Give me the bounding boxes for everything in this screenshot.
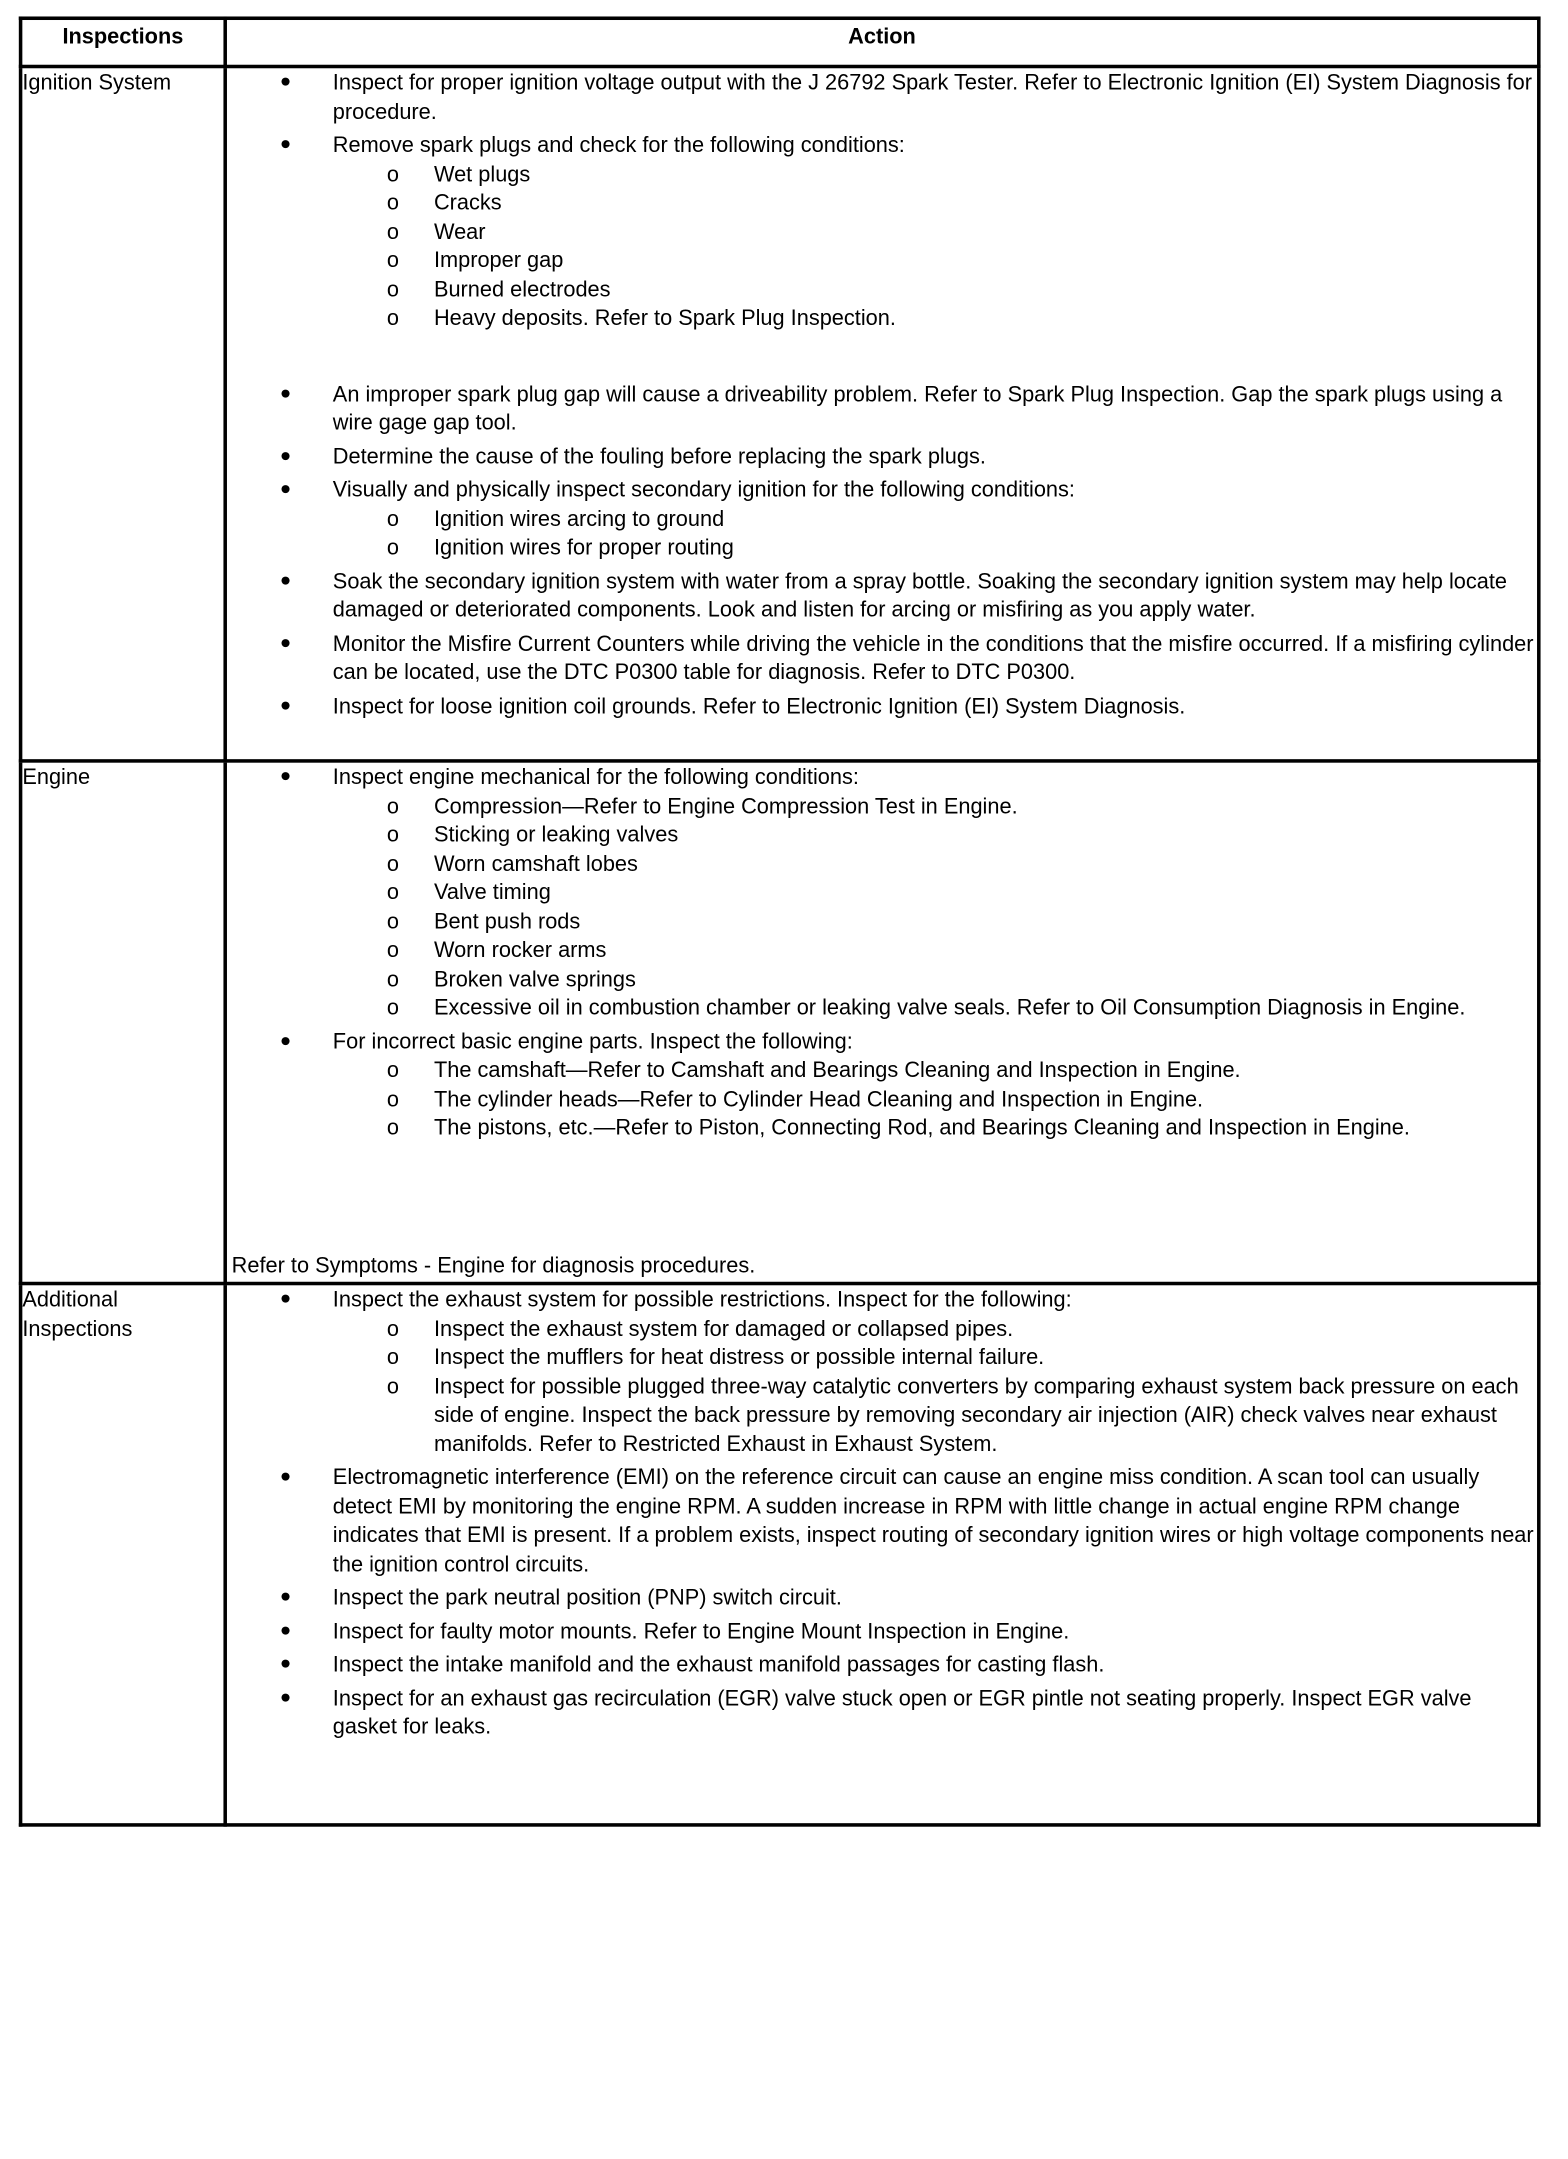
circle-bullet-icon: o (386, 994, 400, 1020)
sub-list-item (333, 504, 1537, 533)
list-item (227, 1583, 1537, 1612)
list-item (227, 1650, 1537, 1679)
bullet-icon: ● (279, 766, 292, 787)
sub-list-item (333, 246, 1537, 275)
sub-item-text: Worn camshaft lobes (433, 850, 638, 876)
item-text: For incorrect basic engine parts. Inspect the following: (332, 1028, 853, 1053)
item-text: Determine the cause of the fouling before replacing the spark plugs. (332, 443, 986, 468)
item-text: Visually and physically inspect secondary ignition for the following conditions: (332, 476, 1075, 502)
sub-item-text: Excessive oil in combustion chamber or leaking valve seals. Refer to Oil Consumption Diagnosis in Engine. (433, 994, 1466, 1020)
bullet-icon: ● (279, 1030, 292, 1051)
sub-list (333, 159, 1537, 332)
circle-bullet-icon: o (386, 189, 400, 215)
sub-item-text: Broken valve springs (433, 965, 636, 991)
sub-item-text: Compression—Refer to Engine Compression Test in Engine. (433, 792, 1018, 818)
sub-item-text: Wet plugs (433, 160, 531, 186)
header-inspections: Inspections (21, 18, 226, 66)
sub-item-text: Inspect for possible plugged three-way catalytic converters by comparing exhaust system back pressure on each side of engine. Inspect the back pressure by removing secondary air injection (AIR) check valves near exhaust manifolds. Refer to Restricted Exhaust in Exhaust System. (433, 1372, 1519, 1456)
circle-bullet-icon: o (386, 936, 400, 962)
sub-list-item (333, 1113, 1537, 1142)
sub-item-text: The camshaft—Refer to Camshaft and Bearings Cleaning and Inspection in Engine. (433, 1056, 1241, 1082)
sub-list (333, 1314, 1537, 1458)
bullet-list (227, 1285, 1537, 1741)
bullet-icon: ● (279, 1288, 292, 1309)
list-item (227, 1027, 1537, 1142)
bullet-icon: ● (279, 1586, 292, 1607)
item-text: Inspect for proper ignition voltage output with the J 26792 Spark Tester. Refer to Electronic Ignition (EI) System Diagnosis for procedure. (332, 69, 1533, 123)
table-row (21, 67, 1539, 761)
sub-item-text: Ignition wires arcing to ground (433, 505, 725, 531)
item-text: Monitor the Misfire Current Counters while driving the vehicle in the conditions that the misfire occurred. If a misfiring cylinder can be located, use the DTC P0300 table for diagnosis. Refer to DTC P0300. (332, 630, 1534, 684)
list-item (227, 131, 1537, 375)
circle-bullet-icon: o (386, 850, 400, 876)
sub-item-text: Inspect the mufflers for heat distress or possible internal failure. (433, 1344, 1045, 1369)
bullet-icon: ● (279, 134, 292, 155)
sub-list-item (333, 965, 1537, 994)
list-item (227, 691, 1537, 720)
circle-bullet-icon: o (386, 160, 400, 186)
circle-bullet-icon: o (386, 505, 400, 531)
sub-item-text: Heavy deposits. Refer to Spark Plug Inspection. (433, 304, 896, 330)
sub-item-text: Inspect the exhaust system for damaged or collapsed pipes. (433, 1315, 1014, 1341)
sub-item-text: Improper gap (433, 247, 564, 272)
list-item (227, 68, 1537, 126)
table-row (21, 1284, 1539, 1825)
circle-bullet-icon: o (386, 792, 400, 818)
sub-list-item (333, 1372, 1537, 1459)
sub-list-item (333, 275, 1537, 304)
inspection-table (19, 16, 1541, 1826)
circle-bullet-icon: o (386, 276, 400, 301)
list-item (227, 476, 1537, 563)
list-item (227, 1617, 1537, 1646)
action-cell (225, 1284, 1539, 1825)
row-label: Engine (21, 761, 226, 1284)
circle-bullet-icon: o (386, 821, 400, 847)
sub-item-text: Valve timing (433, 879, 551, 904)
bullet-list (227, 763, 1537, 1143)
sub-item-text: Sticking or leaking valves (433, 821, 679, 847)
bullet-icon: ● (279, 1466, 292, 1487)
item-text: Inspect engine mechanical for the following conditions: (332, 763, 859, 789)
sub-list-item (333, 1085, 1537, 1114)
item-text: Inspect for faulty motor mounts. Refer to Engine Mount Inspection in Engine. (332, 1617, 1070, 1643)
bullet-icon: ● (279, 383, 292, 404)
sub-list-item (333, 159, 1537, 188)
list-item (227, 442, 1537, 471)
item-text: Inspect for loose ignition coil grounds. Refer to Electronic Ignition (EI) System Diagnosis. (332, 692, 1186, 718)
item-text: Inspect the intake manifold and the exhaust manifold passages for casting flash. (332, 1651, 1105, 1677)
sub-list-item (333, 1314, 1537, 1343)
action-cell (225, 761, 1539, 1284)
circle-bullet-icon: o (386, 908, 400, 933)
sub-list-item (333, 304, 1537, 333)
list-item (227, 763, 1537, 1023)
bullet-list (227, 68, 1537, 720)
bullet-icon: ● (279, 479, 292, 500)
list-item (227, 380, 1537, 438)
sub-list-item (333, 188, 1537, 217)
list-item (227, 1684, 1537, 1742)
circle-bullet-icon: o (386, 965, 400, 991)
circle-bullet-icon: o (386, 304, 400, 330)
item-text: Electromagnetic interference (EMI) on the reference circuit can cause an engine miss condition. A scan tool can usually detect EMI by monitoring the engine RPM. A sudden increase in RPM with little change in actual engine RPM change indicates that EMI is present. If a problem exists, inspect routing of secondary ignition wires or high voltage components near the ignition control circuits. (332, 1464, 1534, 1576)
bullet-icon: ● (279, 632, 292, 653)
sub-list-item (333, 1056, 1537, 1085)
sub-list-item (333, 820, 1537, 849)
list-item (227, 1463, 1537, 1578)
bullet-icon: ● (279, 1653, 292, 1674)
sub-list-item (333, 878, 1537, 907)
sub-list-item (333, 792, 1537, 821)
circle-bullet-icon: o (386, 1315, 400, 1341)
sub-list-item (333, 533, 1537, 562)
sub-item-text: Bent push rods (433, 908, 581, 933)
bullet-icon: ● (279, 445, 292, 466)
table-row (21, 761, 1539, 1284)
sub-list-item (333, 1343, 1537, 1372)
item-text: Inspect for an exhaust gas recirculation (EGR) valve stuck open or EGR pintle not seating properly. Inspect EGR valve gasket for leaks. (332, 1684, 1472, 1739)
circle-bullet-icon: o (386, 1085, 400, 1111)
circle-bullet-icon: o (386, 1344, 400, 1369)
sub-item-text: Wear (433, 218, 486, 244)
item-text: An improper spark plug gap will cause a driveability problem. Refer to Spark Plug Inspection. Gap the spark plugs using a wire gage gap tool. (332, 380, 1503, 435)
item-text: Remove spark plugs and check for the following conditions: (332, 131, 905, 157)
sub-list-item (333, 907, 1537, 936)
sub-item-text: The pistons, etc.—Refer to Piston, Connecting Rod, and Bearings Cleaning and Inspection in Engine. (433, 1114, 1410, 1140)
list-item (227, 1285, 1537, 1458)
sub-item-text: Ignition wires for proper routing (433, 534, 734, 560)
sub-list-item (333, 993, 1537, 1022)
sub-list (333, 1056, 1537, 1143)
sub-list-item (333, 217, 1537, 246)
sub-item-text: Burned electrodes (433, 276, 611, 301)
header-row (21, 18, 1539, 66)
circle-bullet-icon: o (386, 1372, 400, 1398)
action-cell (225, 67, 1539, 761)
bullet-icon: ● (279, 570, 292, 591)
item-text: Inspect the exhaust system for possible restrictions. Inspect for the following: (332, 1286, 1072, 1312)
circle-bullet-icon: o (386, 247, 400, 272)
sub-list-item (333, 936, 1537, 965)
circle-bullet-icon: o (386, 1114, 400, 1140)
header-action: Action (225, 18, 1539, 66)
list-item (227, 567, 1537, 625)
row-label: Ignition System (21, 67, 226, 761)
sub-item-text: Cracks (433, 189, 502, 215)
item-text: Soak the secondary ignition system with water from a spray bottle. Soaking the secondary ignition system may help locate damaged or deteriorated components. Look and listen for arcing or misfiring as you apply water. (332, 567, 1508, 622)
engine-footer-note: Refer to Symptoms - Engine for diagnosis procedures. (231, 1251, 756, 1277)
item-text: Inspect the park neutral position (PNP) switch circuit. (332, 1584, 842, 1609)
sub-item-text: The cylinder heads—Refer to Cylinder Head Cleaning and Inspection in Engine. (433, 1085, 1204, 1111)
sub-list (333, 504, 1537, 562)
sub-item-text: Worn rocker arms (433, 936, 607, 962)
list-item (227, 629, 1537, 687)
bullet-icon: ● (279, 1620, 292, 1641)
sub-list (333, 792, 1537, 1023)
circle-bullet-icon: o (386, 534, 400, 560)
circle-bullet-icon: o (386, 218, 400, 244)
circle-bullet-icon: o (386, 879, 400, 904)
circle-bullet-icon: o (386, 1056, 400, 1082)
sub-list-item (333, 849, 1537, 878)
bullet-icon: ● (279, 71, 292, 92)
bullet-icon: ● (279, 1687, 292, 1708)
row-label: Additional Inspections (21, 1284, 226, 1825)
bullet-icon: ● (279, 695, 292, 716)
